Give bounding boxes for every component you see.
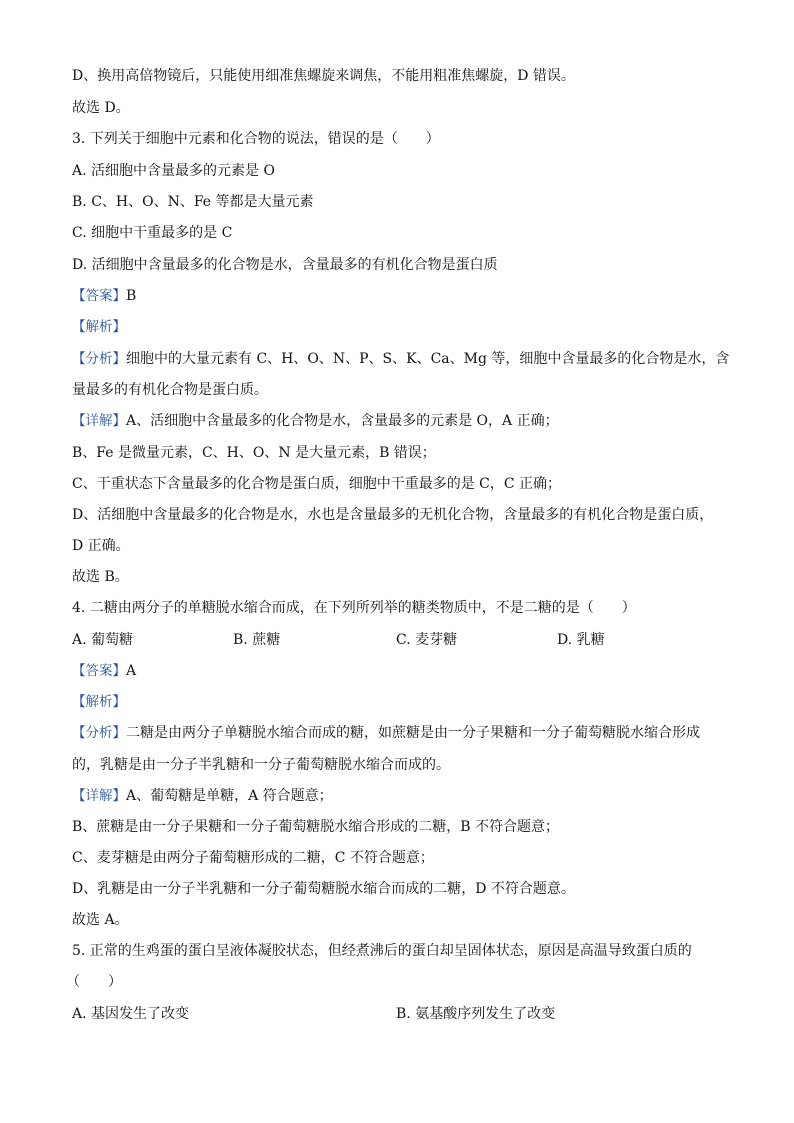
q4-stem: 4. 二糖由两分子的单糖脱水缩合而成，在下列所列举的糖类物质中，不是二糖的是（ ） [72, 600, 636, 616]
q2-conclusion: 故选 D。 [72, 100, 130, 116]
answer-value: B [126, 288, 137, 304]
analysis-label: 【解析】 [72, 694, 126, 710]
fenxi-text: 细胞中的大量元素有 C、H、O、N、P、S、K、Ca、Mg 等，细胞中含量最多的化合物是水，含 [126, 351, 730, 367]
xiangjie-text: A、葡萄糖是单糖，A 符合题意； [126, 788, 333, 804]
answer-label: 【答案】 [72, 663, 126, 679]
q3-xiangjie-c: C、干重状态下含量最多的化合物是蛋白质，细胞中干重最多的是 C，C 正确； [72, 476, 562, 492]
q3-fenxi-line2: 量最多的有机化合物是蛋白质。 [72, 382, 268, 398]
q4-option-a: A. 葡萄糖 [72, 632, 134, 648]
q3-xiangjie-b: B、Fe 是微量元素，C、H、O、N 是大量元素，B 错误； [72, 445, 436, 461]
q3-fenxi-line1 [72, 349, 729, 369]
q4-fenxi-line1 [72, 723, 700, 743]
q4-option-c: C. 麦芽糖 [396, 632, 458, 648]
q4-option-d: D. 乳糖 [557, 632, 605, 648]
q3-answer [72, 286, 136, 306]
q4-xiangjie-a [72, 786, 333, 806]
q5-option-a: A. 基因发生了改变 [72, 1006, 190, 1022]
q3-xiangjie-a [72, 411, 559, 431]
q3-option-d: D. 活细胞中含量最多的化合物是水，含量最多的有机化合物是蛋白质 [72, 257, 498, 273]
q5-option-b: B. 氨基酸序列发生了改变 [396, 1006, 556, 1022]
q4-option-b: B. 蔗糖 [233, 632, 281, 648]
fenxi-label: 【分析】 [72, 725, 126, 741]
q3-xiangjie-d-line2: D 正确。 [72, 538, 130, 554]
xiangjie-label: 【详解】 [72, 788, 126, 804]
q4-answer [72, 661, 136, 681]
xiangjie-text: A、活细胞中含量最多的化合物是水，含量最多的元素是 O，A 正确； [126, 413, 559, 429]
q4-xiangjie-d: D、乳糖是由一分子半乳糖和一分子葡萄糖脱水缩合而成的二糖，D 不符合题意。 [72, 881, 575, 897]
q4-xiangjie-c: C、麦芽糖是由两分子葡萄糖形成的二糖，C 不符合题意； [72, 850, 434, 866]
q3-analysis-heading [72, 317, 126, 337]
answer-label: 【答案】 [72, 288, 126, 304]
q2-option-d-explanation: D、换用高倍物镜后，只能使用细准焦螺旋来调焦，不能用粗准焦螺旋，D 错误。 [72, 68, 575, 84]
fenxi-text: 二糖是由两分子单糖脱水缩合而成的糖，如蔗糖是由一分子果糖和一分子葡萄糖脱水缩合形成 [126, 725, 700, 741]
analysis-label: 【解析】 [72, 319, 126, 335]
q5-stem-line1: 5. 正常的生鸡蛋的蛋白呈液体凝胶状态，但经煮沸后的蛋白却呈固体状态，原因是高温导致蛋白质的 [72, 943, 692, 959]
q5-stem-line2: （ ） [66, 974, 122, 990]
answer-value: A [126, 663, 137, 679]
q3-conclusion: 故选 B。 [72, 569, 129, 585]
q3-stem: 3. 下列关于细胞中元素和化合物的说法，错误的是（ ） [72, 131, 440, 147]
q3-option-b: B. C、H、O、N、Fe 等都是大量元素 [72, 194, 314, 210]
q3-option-a: A. 活细胞中含量最多的元素是 O [72, 163, 275, 179]
q4-xiangjie-b: B、蔗糖是由一分子果糖和一分子葡萄糖脱水缩合形成的二糖，B 不符合题意； [72, 819, 560, 835]
fenxi-label: 【分析】 [72, 351, 126, 367]
q4-analysis-heading [72, 692, 126, 712]
xiangjie-label: 【详解】 [72, 413, 126, 429]
q3-xiangjie-d-line1: D、活细胞中含量最多的化合物是水，水也是含量最多的无机化合物，含量最多的有机化合物是蛋白质， [72, 507, 714, 523]
q3-option-c: C. 细胞中干重最多的是 C [72, 225, 233, 241]
q4-fenxi-line2: 的，乳糖是由一分子半乳糖和一分子葡萄糖脱水缩合而成的。 [72, 757, 450, 773]
q4-conclusion: 故选 A。 [72, 912, 129, 928]
